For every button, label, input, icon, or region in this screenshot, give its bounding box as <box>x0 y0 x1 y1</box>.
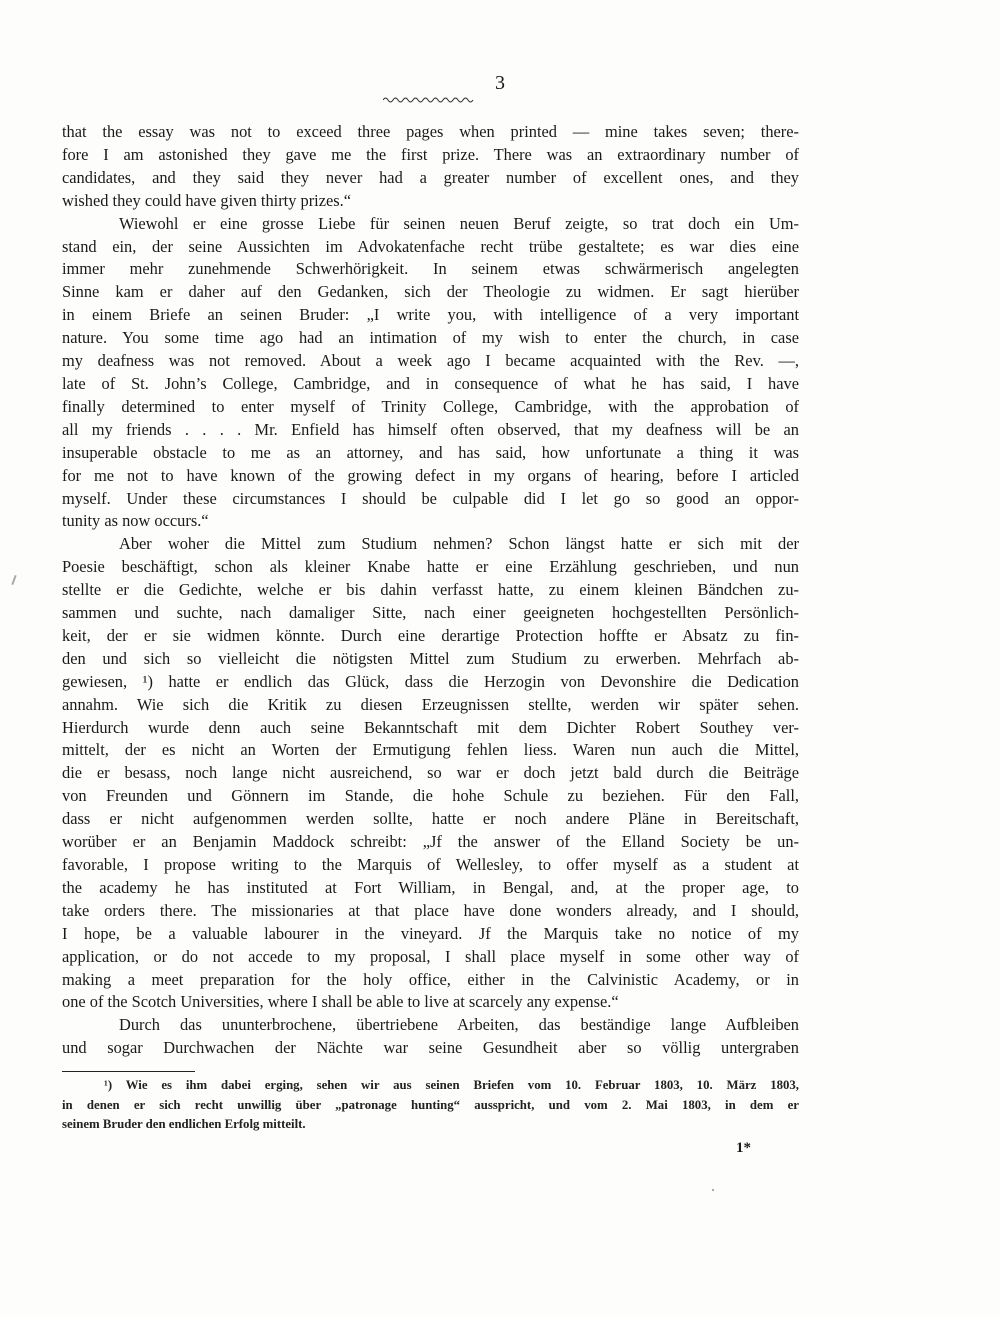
text-line: my deafness was not removed. About a week ago I became acquainted with the Rev. —, <box>62 351 799 371</box>
text-line: gewiesen, ¹) hatte er endlich das Glück, dass die Herzogin von Devonshire die Dedication <box>62 671 799 691</box>
text-line: von Freunden und Gönnern im Stande, die hohe Schule zu beziehen. Für den Fall, <box>62 786 799 806</box>
footnote-line: seinem Bruder den endlichen Erfolg mitteilt. <box>62 1117 306 1131</box>
text-line: Poesie beschäftigt, schon als kleiner Knabe hatte er eine Erzählung geschrieben, und nun <box>62 557 799 577</box>
text-line: favorable, I propose writing to the Marquis of Wellesley, to offer myself as a student at <box>62 855 799 874</box>
text-line: one of the Scotch Universities, where I shall be able to live at scarcely any expense.“ <box>62 992 619 1012</box>
text-line: insuperable obstacle to me as an attorney, and has said, how unfortunate a thing it was <box>62 442 799 462</box>
text-line: candidates, and they said they never had a greater number of excellent ones, and they <box>62 167 799 187</box>
text-line: nature. You some time ago had an intimation of my wish to enter the church, in case <box>62 328 799 348</box>
text-line: Wiewohl er eine grosse Liebe für seinen neuen Beruf zeigte, so trat doch ein Um- <box>119 213 799 233</box>
text-line: tunity as now occurs.“ <box>62 511 209 531</box>
text-line: in einem Briefe an seinen Bruder: „I write you, with intelligence of a very important <box>62 305 799 325</box>
text-line: all my friends . . . . Mr. Enfield has himself often observed, that my deafness will be an <box>62 419 799 439</box>
footnote-line: ¹) Wie es ihm dabei erging, sehen wir aus seinen Briefen vom 10. Februar 1803, 10. März 1803, <box>104 1078 799 1092</box>
text-line: immer mehr zunehmende Schwerhörigkeit. In seinem etwas schwärmerisch angelegten <box>62 259 799 279</box>
text-line: I hope, be a valuable labourer in the vineyard. Jf the Marquis take no notice of my <box>62 923 799 943</box>
text-line: worüber er an Benjamin Maddock schreibt: „Jf the answer of the Elland Society be un- <box>62 832 799 852</box>
page-number: 3 <box>495 72 505 94</box>
text-line: wished they could have given thirty prizes.“ <box>62 190 352 210</box>
text-line: stellte er die Gedichte, welche er bis dahin verfasst hatte, zu einem kleinen Bändchen zu- <box>62 580 799 600</box>
text-line: late of St. John’s College, Cambridge, and in consequence of what he has said, I have <box>62 373 799 393</box>
text-line: Hierdurch wurde denn auch seine Bekanntschaft mit dem Dichter Robert Southey ver- <box>62 717 799 737</box>
footnote-line: in denen er sich recht unwillig über „patronage hunting“ ausspricht, und vom 2. Mai 1803, in dem er <box>62 1097 799 1112</box>
body-text <box>62 121 799 1060</box>
text-line: making a meet preparation for the holy office, either in the Calvinistic Academy, or in <box>62 969 799 989</box>
wavy-rule-ornament <box>383 96 475 104</box>
text-line: dass er nicht aufgenommen werden sollte, hatte er noch andere Pläne in Bereitschaft, <box>62 809 799 829</box>
text-line: for me not to have known of the growing defect in my organs of hearing, before I articled <box>62 465 799 485</box>
text-line: stand ein, der seine Aussichten im Advokatenfache recht trübe gestaltete; es war dies eine <box>62 236 799 256</box>
footnote-divider <box>62 1071 195 1072</box>
text-line: und sogar Durchwachen der Nächte war seine Gesundheit aber so völlig untergraben <box>62 1038 799 1058</box>
text-line: mittelt, der es nicht an Worten der Ermutigung fehlen liess. Waren nun auch die Mittel, <box>62 740 799 760</box>
footnotes <box>62 1076 799 1135</box>
text-line: die er besass, noch lange nicht ausreichend, so war er doch jetzt bald durch die Beiträge <box>62 763 799 783</box>
text-line: Aber woher die Mittel zum Studium nehmen? Schon längst hatte er sich mit der <box>119 534 799 554</box>
text-line: finally determined to enter myself of Trinity College, Cambridge, with the approbation of <box>62 396 799 416</box>
text-line: take orders there. The missionaries at that place have done wonders already, and I should, <box>62 900 799 920</box>
text-line: annahm. Wie sich die Kritik zu diesen Erzeugnissen stellte, werden wir später sehen. <box>62 694 799 714</box>
printer-signature-mark: 1* <box>736 1140 751 1156</box>
text-line: fore I am astonished they gave me the first prize. There was an extraordinary number of <box>62 144 799 164</box>
text-line: sammen und suchte, nach damaliger Sitte, nach einer geeigneten hochgestellten Persönlich- <box>62 603 799 623</box>
text-line: myself. Under these circumstances I should be culpable did I let go so good an oppor- <box>62 488 799 508</box>
text-line: den und sich so vielleicht die nötigsten Mittel zum Studium zu erwerben. Mehrfach ab- <box>62 648 799 668</box>
text-line: that the essay was not to exceed three pages when printed — mine takes seven; there- <box>62 122 799 141</box>
text-line: Durch das ununterbrochene, übertriebene Arbeiten, das beständige lange Aufbleiben <box>119 1015 799 1035</box>
text-line: the academy he has instituted at Fort William, in Bengal, and, at the proper age, to <box>62 877 799 897</box>
text-line: Sinne kam er daher auf den Gedanken, sich der Theologie zu widmen. Er sagt hierüber <box>62 282 799 302</box>
scan-speck <box>712 1189 714 1191</box>
text-line: application, or do not accede to my proposal, I shall place myself in some other way of <box>62 946 799 966</box>
scan-speck <box>11 575 16 585</box>
text-line: keit, der er sie widmen könnte. Durch eine derartige Protection hoffte er Absatz zu fin- <box>62 625 799 645</box>
